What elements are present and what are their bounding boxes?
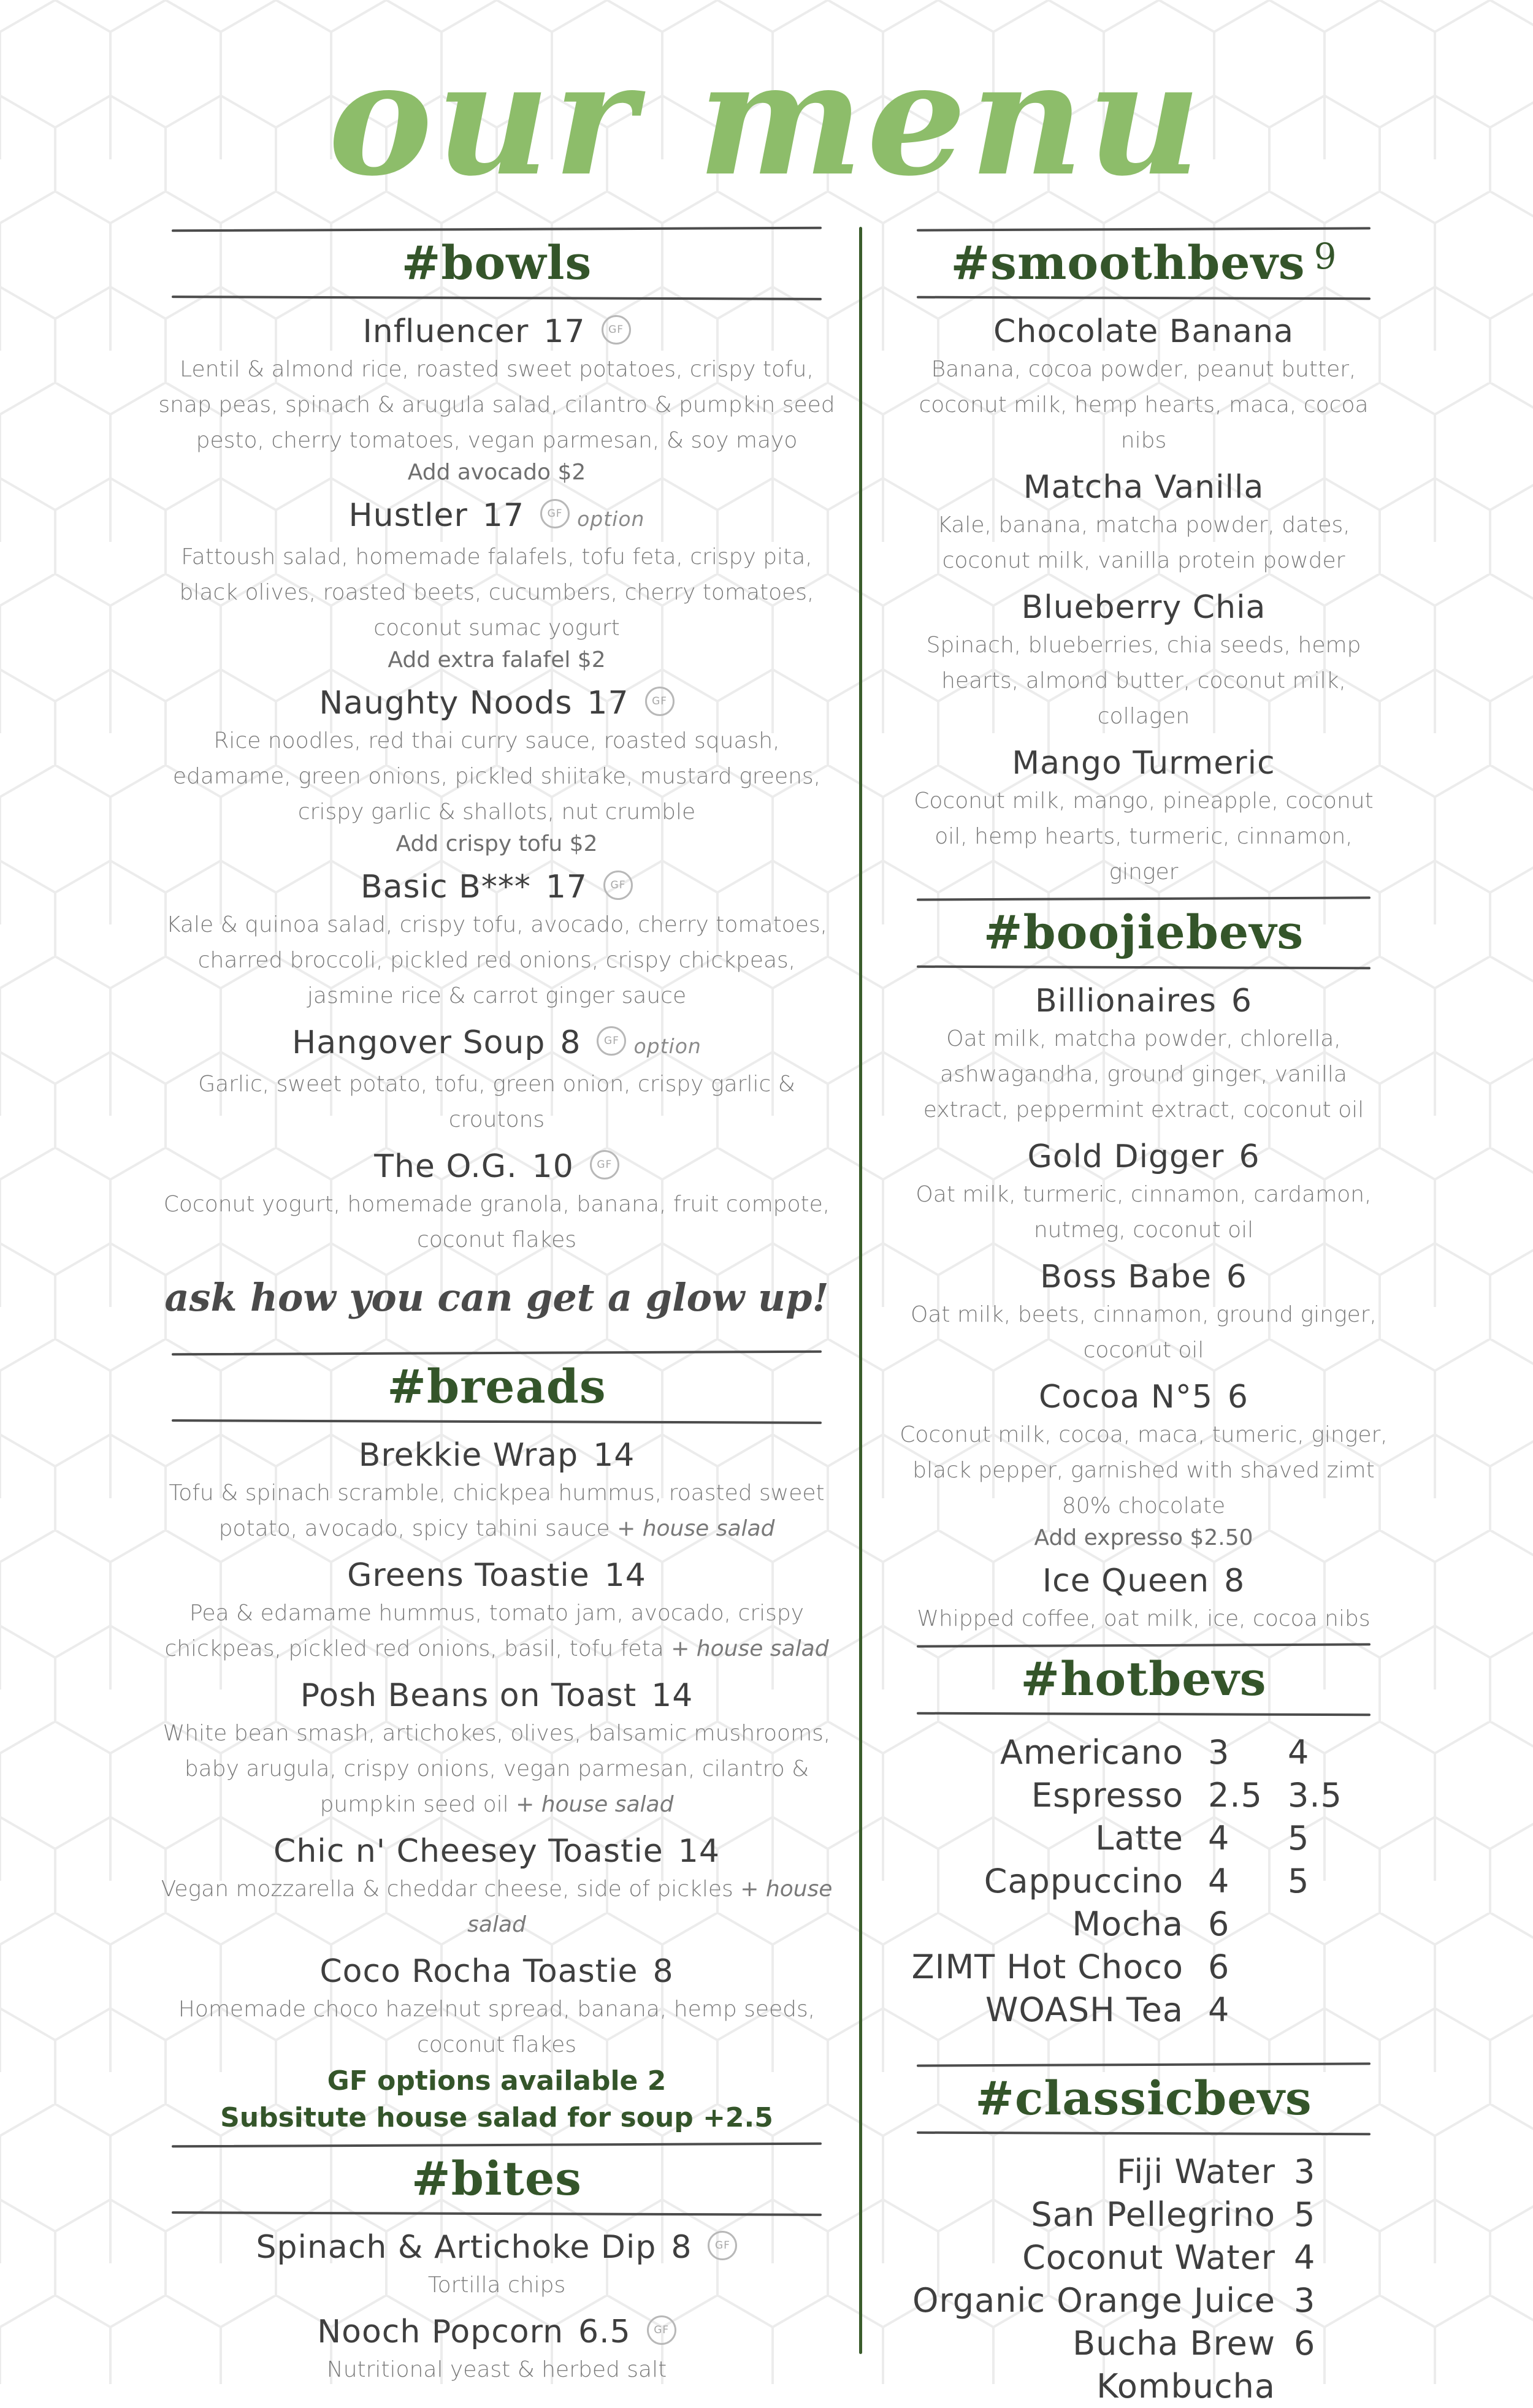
item-addon: Add expresso $2.50 [1034,1525,1253,1550]
item-price: 8 [652,1953,674,1990]
item-name: The O.G. [374,1148,518,1185]
item-description: Banana, cocoa powder, peanut butter, coconut milk, hemp hearts, maca, cocoa nibs [919,357,1369,453]
section-header [898,2056,1389,2138]
gf-badge-icon: GF [645,687,675,716]
small-price: 6 [1208,1948,1230,1986]
drink-name: Cappuccino [984,1862,1183,1900]
item-price: 6.5 [578,2314,631,2350]
section-title: #classicbevs [975,2071,1312,2125]
gf-badge-icon: GF [540,499,570,528]
list-item [898,2151,1389,2193]
item-name: Nooch Popcorn [317,2314,564,2350]
list-item [898,1860,1389,1903]
drink-name: San Pellegrino [1031,2195,1275,2234]
large-price: 5 [1288,1819,1310,1857]
glow-up-tagline: ask how you can get a glow up! [164,1275,829,1320]
left-column [153,221,840,2388]
small-price: 4 [1208,1819,1230,1857]
menu-item [153,867,840,1014]
drink-price: 3 [1294,2281,1316,2320]
drink-price: 6 [1294,2324,1316,2363]
house-salad-note: + house salad [617,1516,775,1541]
section-price: 9 [1313,235,1337,277]
list-item [898,1731,1389,1774]
small-price: 6 [1208,1905,1230,1943]
menu-item [898,1257,1389,1368]
house-salad-note: + house salad [467,1876,833,1937]
large-price: 4 [1288,1733,1310,1772]
item-price: 14 [678,1833,720,1870]
item-name: Greens Toastie [347,1557,590,1594]
item-price: 8 [671,2229,692,2266]
drink-price: 3 [1294,2152,1316,2191]
drink-name: Fiji Water [1117,2152,1275,2191]
item-price: 14 [651,1677,694,1714]
list-item [898,2322,1389,2408]
gf-badge-icon: GF [597,1026,626,1056]
item-description: Coconut yogurt, homemade granola, banana, fruit compote, coconut flakes [163,1192,830,1252]
item-name: Hangover Soup [292,1024,546,1061]
list-item [898,2236,1389,2279]
item-name: Chocolate Banana [993,313,1294,350]
item-name: Spinach & Artichoke Dip [256,2229,657,2266]
item-name: Brekkie Wrap [358,1437,579,1474]
item-description: Pea & edamame hummus, tomato jam, avocado, crispy chickpeas, pickled red onions, basil, tofu feta [164,1601,805,1661]
gf-options-note: GF options available 2 [327,2065,667,2097]
drink-name: WOASH Tea [985,1991,1183,2029]
menu-item [898,311,1389,459]
section-header [898,221,1389,303]
item-description: Homemade choco hazelnut spread, banana, hemp seeds, coconut flakes [178,1997,816,2057]
list-item [898,1903,1389,1946]
item-price: 8 [560,1024,581,1061]
list-item [898,1817,1389,1860]
section-header [153,1344,840,1427]
menu-item [153,495,840,674]
section-header [153,221,840,303]
large-price: 3.5 [1288,1776,1342,1815]
item-price: 6 [1226,1259,1247,1295]
section-title: #breads [387,1359,606,1414]
item-addon: Add crispy tofu $2 [396,831,598,856]
item-name: Boss Babe [1040,1259,1212,1295]
item-description: Oat milk, beets, cinnamon, ground ginger, coconut oil [911,1302,1377,1363]
item-name: Gold Digger [1027,1138,1225,1175]
item-name: Billionaires [1035,983,1217,1019]
menu-item [153,2312,840,2388]
item-description: Oat milk, matcha powder, chlorella, ashwagandha, ground ginger, vanilla extract, peppermint extract, coconut oil [923,1026,1364,1122]
menu-item [153,1675,840,1823]
menu-item [898,467,1389,579]
menu-item [153,1023,840,1138]
item-price: 14 [604,1557,646,1594]
menu-item [153,1146,840,1258]
item-description: Fattoush salad, homemade falafels, tofu feta, crispy pita, black olives, roasted beets, cucumbers, cherry tomatoes, coconut sumac yogurt [179,544,814,641]
item-price: 17 [482,497,525,534]
item-description: Coconut milk, mango, pineapple, coconut oil, hemp hearts, turmeric, cinnamon, ginger [914,788,1374,885]
item-description: Nutritional yeast & herbed salt [326,2357,667,2382]
item-description: Tofu & spinach scramble, chickpea hummus, roasted sweet potato, avocado, spicy tahini sauce [169,1480,825,1541]
small-price: 4 [1208,1862,1230,1900]
item-name: Matcha Vanilla [1023,469,1264,506]
drink-price: 5 [1294,2195,1316,2234]
list-item [898,2279,1389,2322]
section-header [153,2136,840,2219]
hotbevs-section [898,1637,1389,2032]
menu-title: our menu [328,28,1205,211]
item-name: Ice Queen [1042,1563,1210,1599]
house-salad-note: + house salad [671,1636,829,1661]
item-name: Hustler [348,497,468,534]
item-description: Kale & quinoa salad, crispy tofu, avocado, cherry tomatoes, charred broccoli, pickled red onions, crispy chickpeas, jasmine rice & carrot ginger sauce [166,912,828,1008]
list-item [898,1774,1389,1817]
section-header [898,890,1389,972]
item-description: Tortilla chips [427,2273,566,2298]
bowls-section [153,221,840,1320]
large-price: 5 [1288,1862,1310,1900]
item-price: 8 [1224,1563,1245,1599]
item-name: Chic n' Cheesey Toastie [273,1833,663,1870]
smoothbevs-section [898,221,1389,890]
gf-badge-icon: GF [602,315,631,345]
breads-section [153,1344,840,2136]
item-name: Coco Rocha Toastie [319,1953,638,1990]
item-name: Naughty Noods [319,685,573,722]
gf-option-label: option [633,1034,702,1058]
drink-name: Americano [1000,1733,1183,1772]
menu-item [898,587,1389,734]
item-addon: Add avocado $2 [407,460,586,485]
item-description: Kale, banana, matcha powder, dates, coconut milk, vanilla protein powder [937,512,1350,573]
menu-item [898,1137,1389,1248]
boojiebevs-section [898,890,1389,1637]
gf-option-label: option [577,507,645,531]
item-name: Blueberry Chia [1021,589,1266,626]
menu-item [153,1831,840,1943]
small-price: 4 [1208,1991,1230,2029]
bites-section [153,2136,840,2388]
item-name: Posh Beans on Toast [300,1677,637,1714]
section-title: #bites [411,2151,582,2206]
item-price: 6 [1227,1379,1248,1415]
item-name: Cocoa N°5 [1039,1379,1213,1415]
item-price: 6 [1231,983,1252,1019]
drink-name: Mocha [1072,1905,1183,1943]
drink-price: 4 [1294,2238,1316,2277]
menu-item [153,683,840,858]
gf-badge-icon: GF [708,2231,737,2260]
section-title: #bowls [401,235,592,290]
item-description: Vegan mozzarella & cheddar cheese, side of pickles [161,1876,733,1902]
gf-badge-icon: GF [647,2315,676,2345]
house-salad-note: + house salad [516,1792,674,1817]
section-title: #smoothbevs [950,235,1306,290]
classicbevs-section [898,2056,1389,2408]
menu-item [153,1951,840,2063]
section-title: #boojiebevs [983,905,1304,959]
menu-item [153,1435,840,1547]
drink-name: Espresso [1031,1776,1183,1815]
column-divider [859,227,862,2354]
item-description: Oat milk, turmeric, cinnamon, cardamon, nutmeg, coconut oil [916,1182,1372,1243]
menu-item [153,1555,840,1667]
drink-name: Coconut Water [1022,2238,1275,2277]
item-description: Coconut milk, cocoa, maca, tumeric, ginger, black pepper, garnished with shaved zimt 80% chocolate [900,1422,1388,1518]
item-description: Whipped coffee, oat milk, ice, cocoa nibs [917,1606,1371,1631]
classicbevs-list [898,2151,1389,2408]
item-description: Rice noodles, red thai curry sauce, roasted squash, edamame, green onions, pickled shiitake, mustard greens, crispy garlic & shallots, nut crumble [172,728,821,825]
drink-name: Bucha Brew Kombucha [1072,2324,1275,2406]
item-price: 6 [1239,1138,1260,1175]
soup-substitute-note: Subsitute house salad for soup +2.5 [220,2102,773,2133]
item-price: 14 [593,1437,635,1474]
menu-item [153,311,840,487]
drink-name: Latte [1095,1819,1183,1857]
item-description: Spinach, blueberries, chia seeds, hemp hearts, almond butter, coconut milk, collagen [926,633,1361,729]
list-item [898,1989,1389,2032]
drink-name: Organic Orange Juice [912,2281,1275,2320]
item-price: 17 [587,685,629,722]
hotbevs-list [898,1731,1389,2032]
item-name: Basic B*** [360,869,531,905]
menu-item [898,981,1389,1128]
section-header [898,1637,1389,1719]
gf-badge-icon: GF [603,871,633,900]
small-price: 2.5 [1208,1776,1263,1815]
item-price: 17 [543,313,586,350]
item-name: Influencer [362,313,529,350]
item-price: 10 [532,1148,574,1185]
menu-item [153,2227,840,2303]
menu-item [898,743,1389,890]
drink-name: ZIMT Hot Choco [911,1948,1183,1986]
right-column [898,221,1389,2408]
item-name: Mango Turmeric [1012,745,1275,782]
gf-badge-icon: GF [590,1150,619,1179]
menu-item [898,1561,1389,1637]
small-price: 3 [1208,1733,1230,1772]
item-description: Garlic, sweet potato, tofu, green onion, crispy garlic & croutons [198,1072,795,1132]
item-description: White bean smash, artichokes, olives, balsamic mushrooms, baby arugula, crispy onions, vegan parmesan, cilantro & pumpkin seed oil [162,1721,831,1817]
section-title: #hotbevs [1020,1652,1267,1706]
list-item [898,1946,1389,1989]
list-item [898,2193,1389,2236]
item-description: Lentil & almond rice, roasted sweet potatoes, crispy tofu, snap peas, spinach & arugula salad, cilantro & pumpkin seed pesto, cherry tomatoes, vegan parmesan, & soy mayo [158,357,835,453]
item-price: 17 [545,869,588,905]
item-addon: Add extra falafel $2 [388,647,606,672]
menu-item [898,1377,1389,1552]
